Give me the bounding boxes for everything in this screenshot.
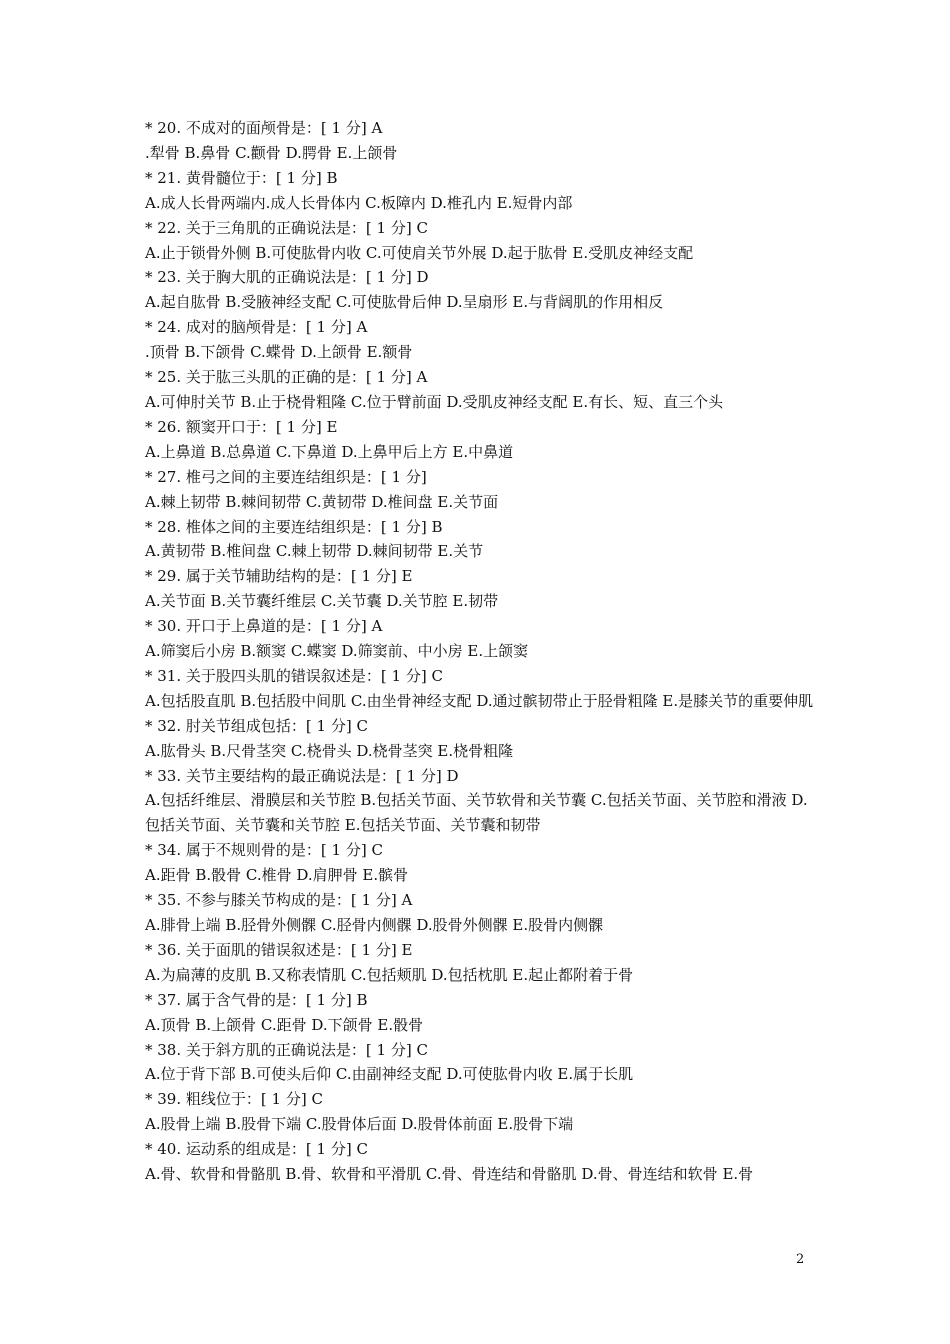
question-33: * 33. 关节主要结构的最正确说法是：[ 1 分] D bbox=[145, 766, 459, 785]
options-24: .顶骨 B.下颌骨 C.蝶骨 D.上颌骨 E.额骨 bbox=[145, 343, 413, 362]
question-34: * 34. 属于不规则骨的是：[ 1 分] C bbox=[145, 841, 383, 860]
options-20: .犁骨 B.鼻骨 C.颧骨 D.腭骨 E.上颌骨 bbox=[145, 143, 398, 162]
question-23: * 23. 关于胸大肌的正确说法是：[ 1 分] D bbox=[145, 268, 429, 287]
question-26: * 26. 额窦开口于：[ 1 分] E bbox=[145, 417, 338, 436]
options-30: A.筛窦后小房 B.额窦 C.蝶窦 D.筛窦前、中小房 E.上颌窦 bbox=[145, 642, 529, 661]
options-21: A.成人长骨两端内.成人长骨体内 C.板障内 D.椎孔内 E.短骨内部 bbox=[145, 193, 573, 212]
options-22: A.止于锁骨外侧 B.可使肱骨内收 C.可使肩关节外展 D.起于肱骨 E.受肌皮神经支配 bbox=[145, 243, 694, 262]
options-31: A.包括股直肌 B.包括股中间肌 C.由坐骨神经支配 D.通过髌韧带止于胫骨粗隆 E.是膝关节的重要伸肌 bbox=[145, 691, 814, 710]
question-40: * 40. 运动系的组成是：[ 1 分] C bbox=[145, 1140, 368, 1159]
question-25: * 25. 关于肱三头肌的正确的是：[ 1 分] A bbox=[145, 368, 428, 387]
options-34: A.距骨 B.骰骨 C.椎骨 D.肩胛骨 E.髌骨 bbox=[145, 866, 409, 885]
question-29: * 29. 属于关节辅助结构的是：[ 1 分] E bbox=[145, 567, 413, 586]
options-23: A.起自肱骨 B.受腋神经支配 C.可使肱骨后伸 D.呈扇形 E.与背阔肌的作用相反 bbox=[145, 293, 664, 312]
options-36: A.为扁薄的皮肌 B.又称表情肌 C.包括颊肌 D.包括枕肌 E.起止都附着于骨 bbox=[145, 965, 634, 984]
options-38: A.位于背下部 B.可使头后仰 C.由副神经支配 D.可使肱骨内收 E.属于长肌 bbox=[145, 1065, 634, 1084]
options-29: A.关节面 B.关节囊纤维层 C.关节囊 D.关节腔 E.韧带 bbox=[145, 592, 499, 611]
options-40: A.骨、软骨和骨骼肌 B.骨、软骨和平滑肌 C.骨、骨连结和骨骼肌 D.骨、骨连结和软骨 E.骨 bbox=[145, 1165, 754, 1184]
options-35: A.腓骨上端 B.胫骨外侧髁 C.胫骨内侧髁 D.股骨外侧髁 E.股骨内侧髁 bbox=[145, 916, 604, 934]
question-28: * 28. 椎体之间的主要连结组织是：[ 1 分] B bbox=[145, 517, 443, 536]
options-26: A.上鼻道 B.总鼻道 C.下鼻道 D.上鼻甲后上方 E.中鼻道 bbox=[145, 442, 514, 461]
question-21: * 21. 黄骨髓位于：[ 1 分] B bbox=[145, 168, 338, 187]
question-32: * 32. 肘关节组成包括：[ 1 分] C bbox=[145, 716, 368, 735]
question-22: * 22. 关于三角肌的正确说法是：[ 1 分] C bbox=[145, 218, 428, 237]
question-31: * 31. 关于股四头肌的错误叙述是：[ 1 分] C bbox=[145, 666, 443, 685]
question-30: * 30. 开口于上鼻道的是：[ 1 分] A bbox=[145, 617, 383, 636]
page-number: 2 bbox=[796, 1252, 805, 1267]
options-27: A.棘上韧带 B.棘间韧带 C.黄韧带 D.椎间盘 E.关节面 bbox=[145, 492, 499, 511]
options-32: A.肱骨头 B.尺骨茎突 C.桡骨头 D.桡骨茎突 E.桡骨粗隆 bbox=[145, 741, 514, 760]
options-33: A.包括纤维层、滑膜层和关节腔 B.包括关节面、关节软骨和关节囊 C.包括关节面、关节腔和滑液 D.包括关节面、关节囊和关节腔 E.包括关节面、关节囊和韧带 bbox=[145, 791, 808, 835]
question-39: * 39. 粗线位于：[ 1 分] C bbox=[145, 1090, 323, 1109]
question-35: * 35. 不参与膝关节构成的是：[ 1 分] A bbox=[145, 891, 413, 910]
question-38: * 38. 关于斜方肌的正确说法是：[ 1 分] C bbox=[145, 1040, 428, 1059]
question-37: * 37. 属于含气骨的是：[ 1 分] B bbox=[145, 990, 368, 1009]
question-list bbox=[145, 116, 815, 1187]
options-28: A.黄韧带 B.椎间盘 C.棘上韧带 D.棘间韧带 E.关节 bbox=[145, 542, 484, 561]
question-27: * 27. 椎弓之间的主要连结组织是：[ 1 分] bbox=[145, 467, 427, 486]
question-24: * 24. 成对的脑颅骨是：[ 1 分] A bbox=[145, 318, 368, 337]
options-37: A.顶骨 B.上颌骨 C.距骨 D.下颌骨 E.骰骨 bbox=[145, 1015, 424, 1034]
options-39: A.股骨上端 B.股骨下端 C.股骨体后面 D.股骨体前面 E.股骨下端 bbox=[145, 1115, 574, 1134]
question-36: * 36. 关于面肌的错误叙述是：[ 1 分] E bbox=[145, 940, 413, 959]
options-25: A.可伸肘关节 B.止于桡骨粗隆 C.位于臂前面 D.受肌皮神经支配 E.有长、短、直三个头 bbox=[145, 392, 724, 411]
question-20: * 20. 不成对的面颅骨是：[ 1 分] A bbox=[145, 119, 383, 137]
